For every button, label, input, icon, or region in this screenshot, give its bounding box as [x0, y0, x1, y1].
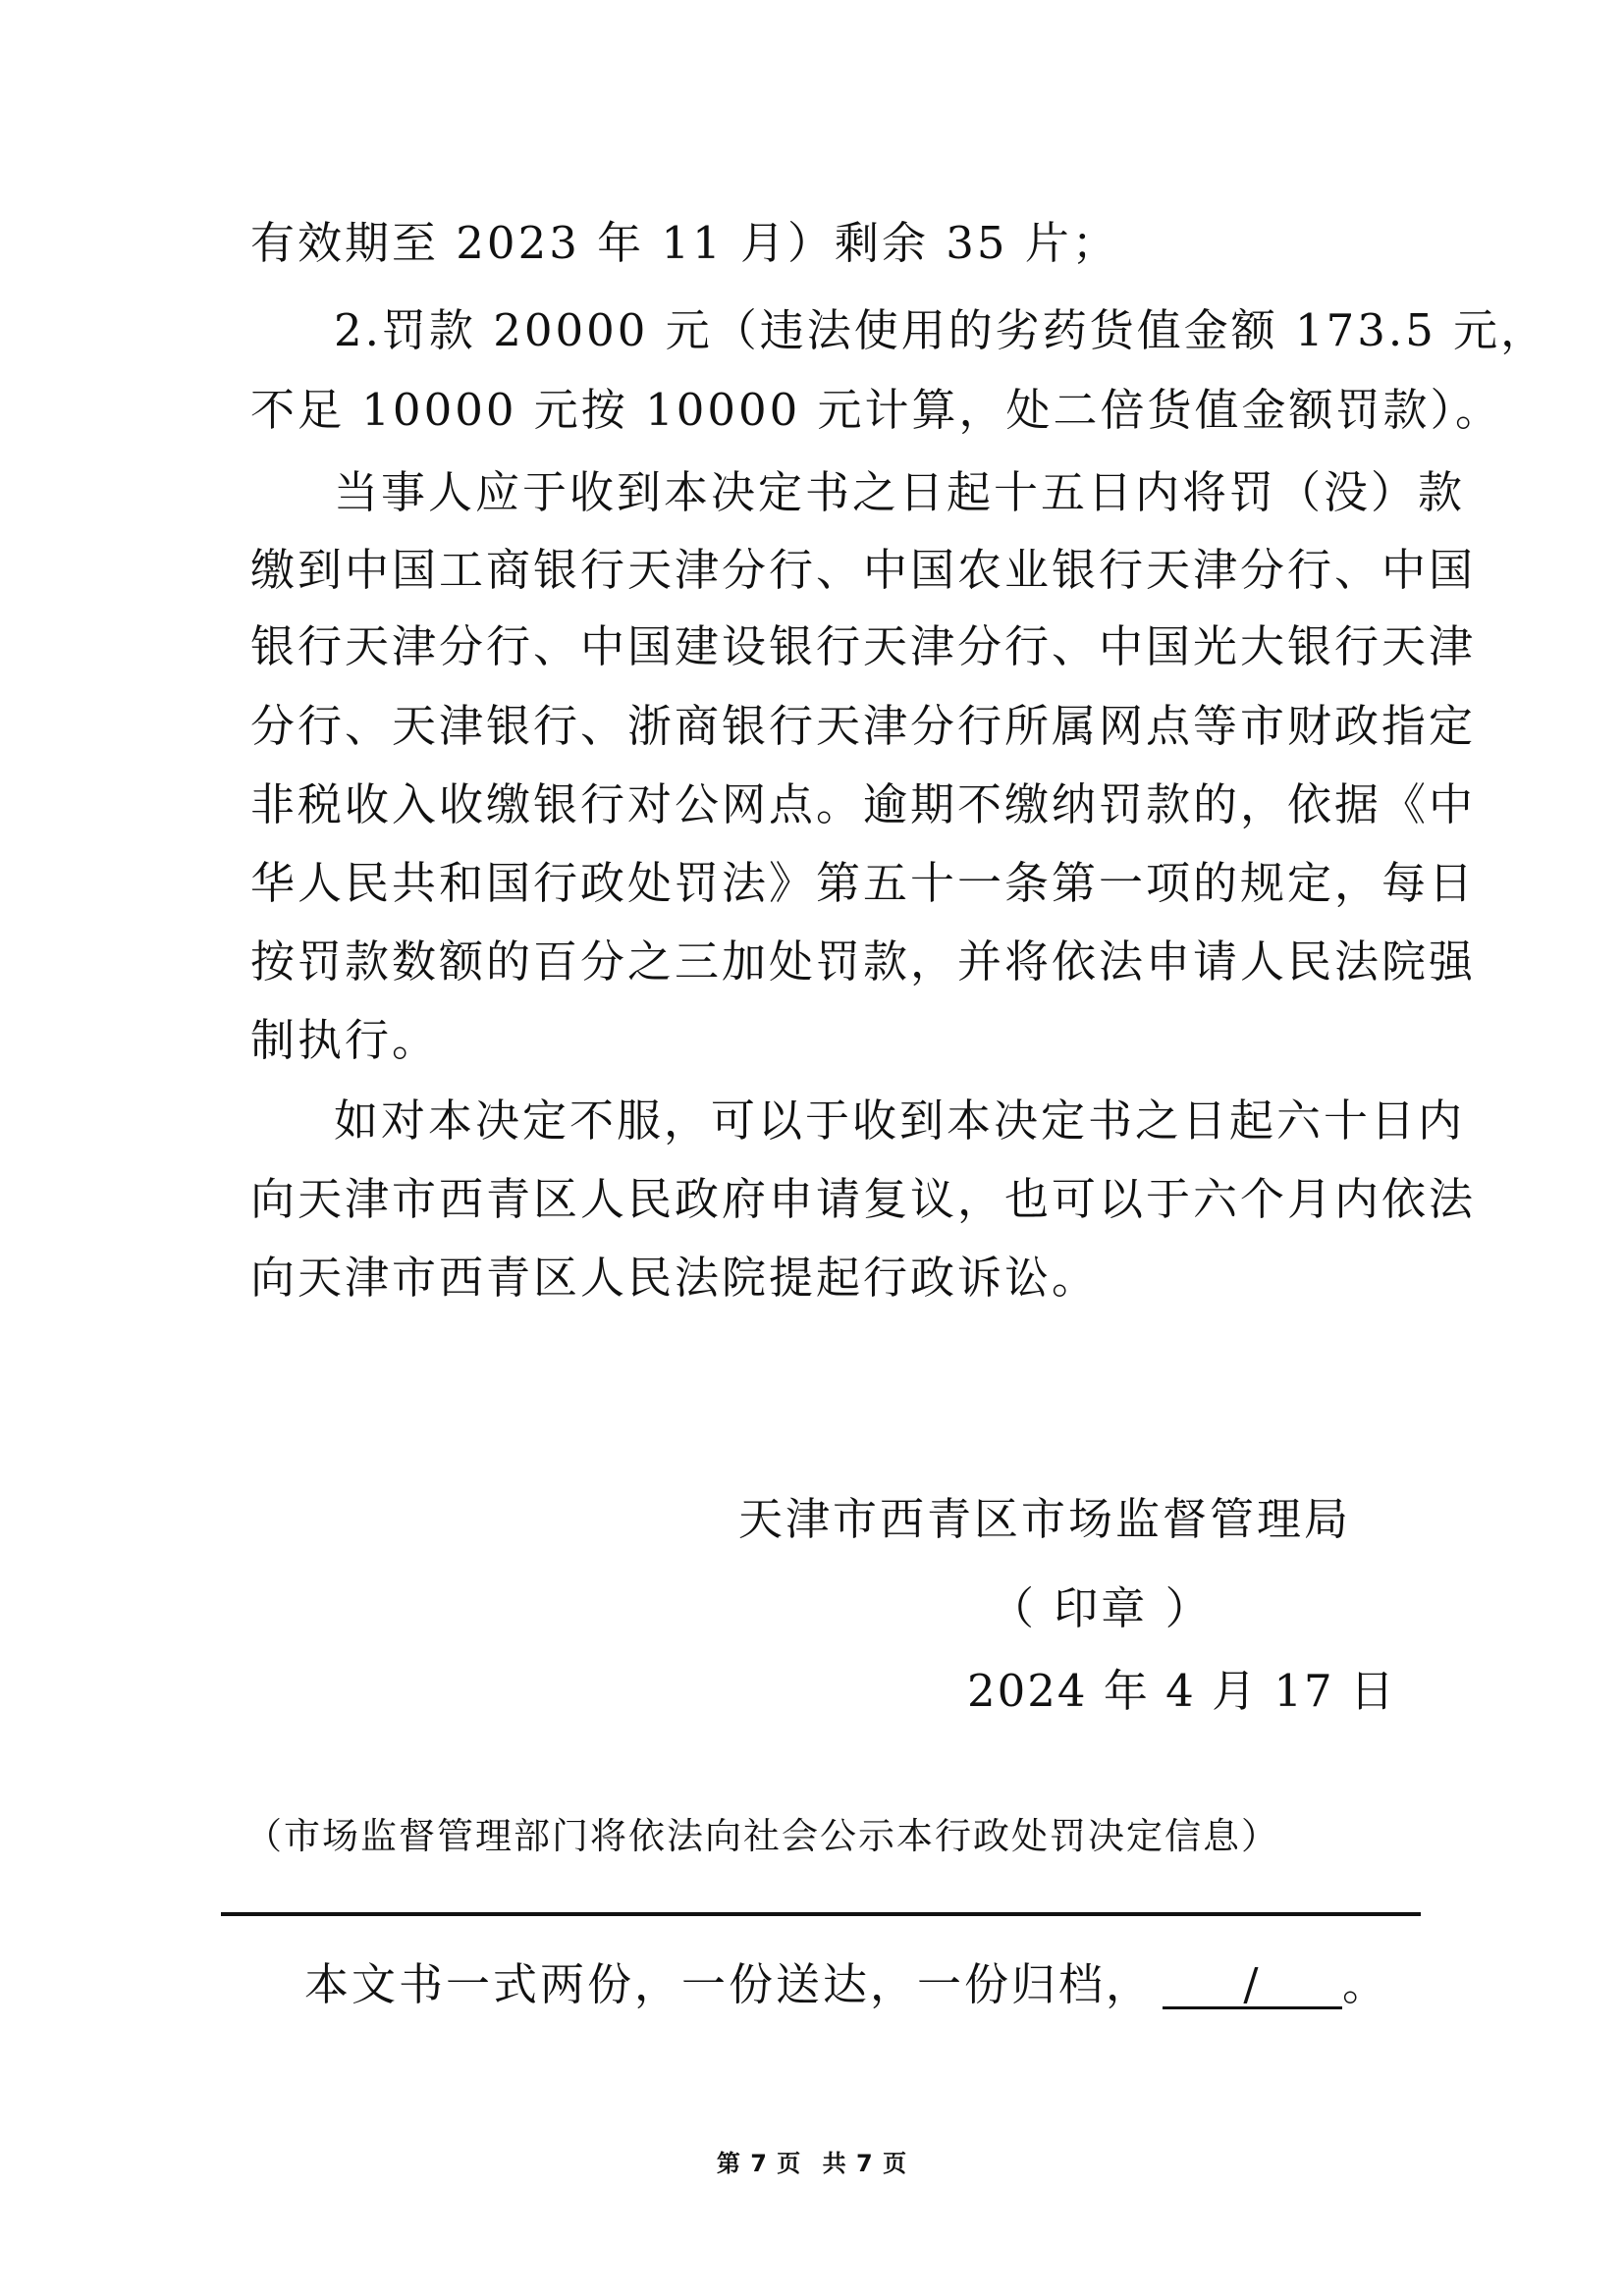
issue-date: 2024 年 4 月 17 日 [967, 1665, 1396, 1717]
line-6: 银行天津分行、中国建设银行天津分行、中国光大银行天津 [250, 620, 1477, 672]
page-total: 共 7 页 [822, 2150, 908, 2177]
line-8: 非税收入收缴银行对公网点。逾期不缴纳罚款的，依据《中 [250, 778, 1477, 830]
line-5: 缴到中国工商银行天津分行、中国农业银行天津分行、中国 [250, 544, 1477, 596]
disclosure-notice: （市场监督管理部门将依法向社会公示本行政处罚决定信息） [245, 1815, 1279, 1857]
line-12: 如对本决定不服，可以于收到本决定书之日起六十日内 [334, 1095, 1466, 1147]
line-3: 不足 10000 元按 10000 元计算，处二倍货值金额罚款）。 [250, 384, 1503, 436]
line-1: 有效期至 2023 年 11 月）剩余 35 片； [250, 217, 1119, 269]
line-2: 2.罚款 20000 元（违法使用的劣药货值金额 173.5 元， [334, 304, 1548, 356]
copies-line [304, 1959, 1389, 2010]
page-footer [0, 2144, 1624, 2178]
copies-end: 。 [1342, 1958, 1390, 2010]
page-number: 第 7 页 [716, 2150, 802, 2177]
line-9: 华人民共和国行政处罚法》第五十一条第一项的规定，每日 [250, 857, 1477, 909]
line-14: 向天津市西青区人民法院提起行政诉讼。 [250, 1252, 1100, 1304]
line-10: 按罚款数额的百分之三加处罚款，并将依法申请人民法院强 [250, 935, 1477, 988]
line-13: 向天津市西青区人民政府申请复议，也可以于六个月内依法 [250, 1173, 1477, 1225]
line-4: 当事人应于收到本决定书之日起十五日内将罚（没）款 [334, 466, 1466, 518]
copies-text: 本文书一式两份，一份送达，一份归档， [304, 1958, 1154, 2010]
copies-blank: / [1163, 1963, 1342, 2009]
divider [221, 1912, 1421, 1916]
line-11: 制执行。 [250, 1014, 440, 1066]
line-7: 分行、天津银行、浙商银行天津分行所属网点等市财政指定 [250, 700, 1477, 752]
seal-placeholder: （ 印章 ） [990, 1582, 1213, 1634]
issuer-name: 天津市西青区市场监督管理局 [738, 1493, 1352, 1545]
